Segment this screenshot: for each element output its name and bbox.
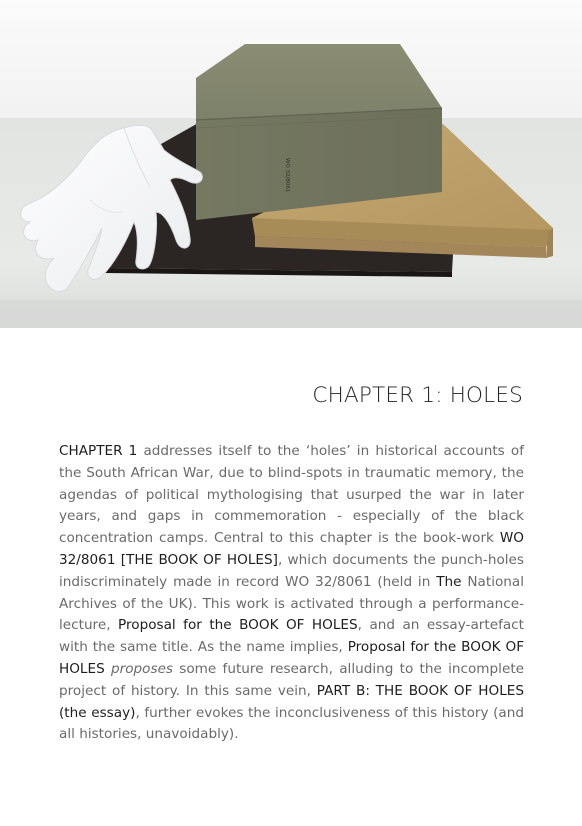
proposes-word: proposes: [111, 660, 174, 677]
paragraph-text-4: , and an essay-artefact with the same title. As the name implies,: [59, 617, 524, 656]
paragraph-text-2: , which documents the punch-holes indiscriminately made in record WO 32/8061 (held in: [59, 551, 524, 590]
chapter-title: CHAPTER 1: HOLES: [312, 383, 523, 408]
lead-chapter-label: CHAPTER 1: [59, 443, 138, 459]
paragraph-text-3: National Archives of the UK). This work is activated through a performance-lecture,: [59, 573, 525, 634]
paragraph-text-7: , further evokes the inconclusiveness of this history (and all histories, unavoidably).: [59, 704, 525, 743]
the-label: The: [436, 573, 462, 590]
work-title-book-of-holes: WO 32/8061 [THE BOOK OF HOLES]: [59, 530, 524, 568]
box-spine-label: WO 32/8061: [284, 158, 290, 193]
paragraph-text-6: some future research, alluding to the incomplete project of history. In this same vein,: [59, 660, 525, 699]
paragraph-text-1: addresses itself to the ‘holes’ in historical accounts of the South African War, due to blind-spots in traumatic memory, the agendas of political mythologising that usurped the war in later years, and gaps in commemoration - especially of the black concentration camps. Central to this chapter is the book-work: [59, 443, 524, 547]
green-archive-box: [196, 44, 442, 220]
lecture-title: Proposal for the BOOK OF HOLES: [118, 617, 358, 634]
shelf-edge: [0, 300, 582, 328]
cover-photo: [0, 0, 582, 328]
chapter-body-paragraph: [59, 441, 524, 746]
lecture-title-second: Proposal for the BOOK OF HOLES: [59, 639, 525, 677]
essay-title: PART B: THE BOOK OF HOLES (the essay): [59, 682, 524, 721]
